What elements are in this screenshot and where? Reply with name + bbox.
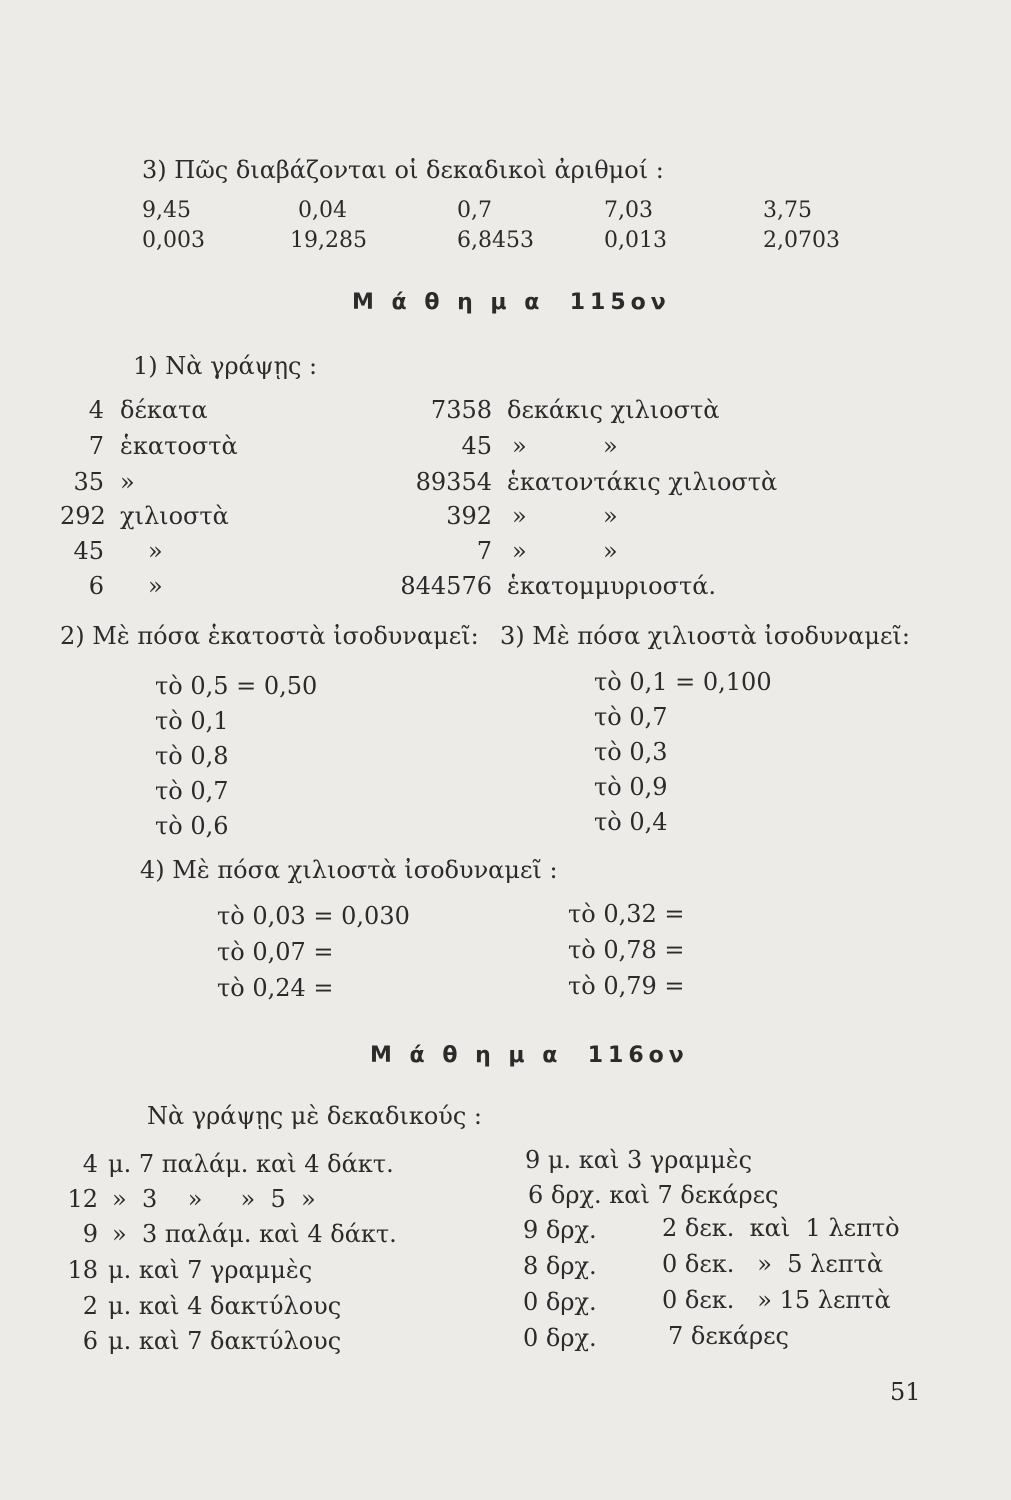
right-number: 7 bbox=[476, 537, 492, 565]
left-unit: » bbox=[148, 537, 163, 565]
decimal-value: 0,7 bbox=[457, 198, 492, 223]
ex3-item: τὸ 0,3 bbox=[594, 738, 668, 766]
decimal-value: 6,8453 bbox=[457, 228, 534, 253]
ex2-item: τὸ 0,5 = 0,50 bbox=[155, 672, 318, 700]
measure-item: 9 δρχ. bbox=[523, 1216, 597, 1244]
measure-item: » 3 παλάμ. καὶ 4 δάκτ. bbox=[112, 1220, 397, 1248]
exercise-3-title: 3) Μὲ πόσα χιλιοστὰ ἰσοδυναμεῖ: bbox=[500, 622, 910, 650]
ex4-item: τὸ 0,78 = bbox=[568, 936, 685, 964]
measure-item: 7 δεκάρες bbox=[668, 1322, 789, 1350]
measure-item: 0 δεκ. » 15 λεπτὰ bbox=[662, 1286, 891, 1314]
ex4-item: τὸ 0,79 = bbox=[568, 972, 685, 1000]
left-number: 9 bbox=[82, 1220, 98, 1248]
decimal-value: 0,013 bbox=[604, 228, 667, 253]
ex2-item: τὸ 0,1 bbox=[155, 707, 229, 735]
ex2-item: τὸ 0,7 bbox=[155, 777, 229, 805]
right-unit: ἑκατομμυριοστά. bbox=[507, 572, 717, 600]
ex3-item: τὸ 0,1 = 0,100 bbox=[594, 668, 772, 696]
measure-item: 6 δρχ. καὶ 7 δεκάρες bbox=[528, 1181, 779, 1209]
left-number: 35 bbox=[73, 468, 104, 496]
ex4-item: τὸ 0,32 = bbox=[568, 900, 685, 928]
left-number: 45 bbox=[73, 537, 104, 565]
left-number: 292 bbox=[60, 502, 106, 530]
right-unit: δεκάκις χιλιοστὰ bbox=[507, 396, 720, 424]
right-number: 45 bbox=[461, 432, 492, 460]
measure-item: 0 δεκ. » 5 λεπτὰ bbox=[662, 1250, 884, 1278]
page-number: 51 bbox=[890, 1378, 921, 1406]
right-number: 7358 bbox=[430, 396, 492, 424]
left-number: 4 bbox=[88, 396, 104, 424]
ex4-item: τὸ 0,24 = bbox=[217, 974, 334, 1002]
left-unit: ἑκατοστὰ bbox=[120, 432, 238, 460]
decimal-value: 9,45 bbox=[142, 198, 191, 223]
ex4-item: τὸ 0,03 = 0,030 bbox=[217, 902, 410, 930]
right-unit: ἑκατοντάκις χιλιοστὰ bbox=[507, 468, 778, 496]
lesson-115-heading: Μ ά θ η μ α 115ον bbox=[352, 290, 671, 315]
measure-item: 8 δρχ. bbox=[523, 1252, 597, 1280]
decimal-value: 7,03 bbox=[604, 198, 653, 223]
exercise-3-title: 3) Πῶς διαβάζονται οἱ δεκαδικοὶ ἀριθμοί : bbox=[142, 156, 664, 184]
left-unit: χιλιοστὰ bbox=[120, 502, 229, 530]
measure-item: 0 δρχ. bbox=[523, 1288, 597, 1316]
left-number: 18 bbox=[67, 1256, 98, 1284]
left-unit: » bbox=[148, 572, 163, 600]
measure-item: 9 μ. καὶ 3 γραμμὲς bbox=[525, 1146, 753, 1174]
measure-item: μ. καὶ 7 γραμμὲς bbox=[108, 1256, 313, 1284]
decimal-value: 0,04 bbox=[298, 198, 347, 223]
right-unit: » » bbox=[512, 502, 618, 530]
left-number: 4 bbox=[82, 1150, 98, 1178]
decimal-value: 3,75 bbox=[763, 198, 812, 223]
left-number: 6 bbox=[82, 1327, 98, 1355]
right-number: 844576 bbox=[400, 572, 492, 600]
ex4-item: τὸ 0,07 = bbox=[217, 938, 334, 966]
lesson-116-title: Νὰ γράψῃς μὲ δεκαδικούς : bbox=[147, 1102, 483, 1130]
left-number: 12 bbox=[67, 1185, 98, 1213]
ex2-item: τὸ 0,8 bbox=[155, 742, 229, 770]
measure-item: μ. 7 παλάμ. καὶ 4 δάκτ. bbox=[108, 1150, 394, 1178]
measure-item: 0 δρχ. bbox=[523, 1324, 597, 1352]
lesson-116-heading: Μ ά θ η μ α 116ον bbox=[370, 1043, 689, 1068]
measure-item: 2 δεκ. καὶ 1 λεπτὸ bbox=[662, 1214, 900, 1242]
measure-item: μ. καὶ 4 δακτύλους bbox=[108, 1292, 342, 1320]
left-number: 2 bbox=[82, 1292, 98, 1320]
left-unit: » bbox=[120, 468, 135, 496]
decimal-value: 2,0703 bbox=[763, 228, 840, 253]
left-unit: δέκατα bbox=[120, 396, 208, 424]
left-number: 6 bbox=[88, 572, 104, 600]
right-unit: » » bbox=[512, 537, 618, 565]
right-number: 89354 bbox=[415, 468, 492, 496]
ex2-item: τὸ 0,6 bbox=[155, 812, 229, 840]
measure-item: μ. καὶ 7 δακτύλους bbox=[108, 1327, 342, 1355]
right-unit: » » bbox=[512, 432, 618, 460]
right-number: 392 bbox=[446, 502, 492, 530]
decimal-value: 0,003 bbox=[142, 228, 205, 253]
ex3-item: τὸ 0,9 bbox=[594, 773, 668, 801]
measure-item: » 3 » » 5 » bbox=[112, 1185, 316, 1213]
exercise-2-title: 2) Μὲ πόσα ἑκατοστὰ ἰσοδυναμεῖ: bbox=[60, 622, 479, 650]
left-number: 7 bbox=[88, 432, 104, 460]
exercise-1-title: 1) Νὰ γράψῃς : bbox=[133, 352, 318, 380]
exercise-4-title: 4) Μὲ πόσα χιλιοστὰ ἰσοδυναμεῖ : bbox=[140, 856, 558, 884]
decimal-value: 19,285 bbox=[290, 228, 367, 253]
ex3-item: τὸ 0,4 bbox=[594, 808, 668, 836]
ex3-item: τὸ 0,7 bbox=[594, 703, 668, 731]
